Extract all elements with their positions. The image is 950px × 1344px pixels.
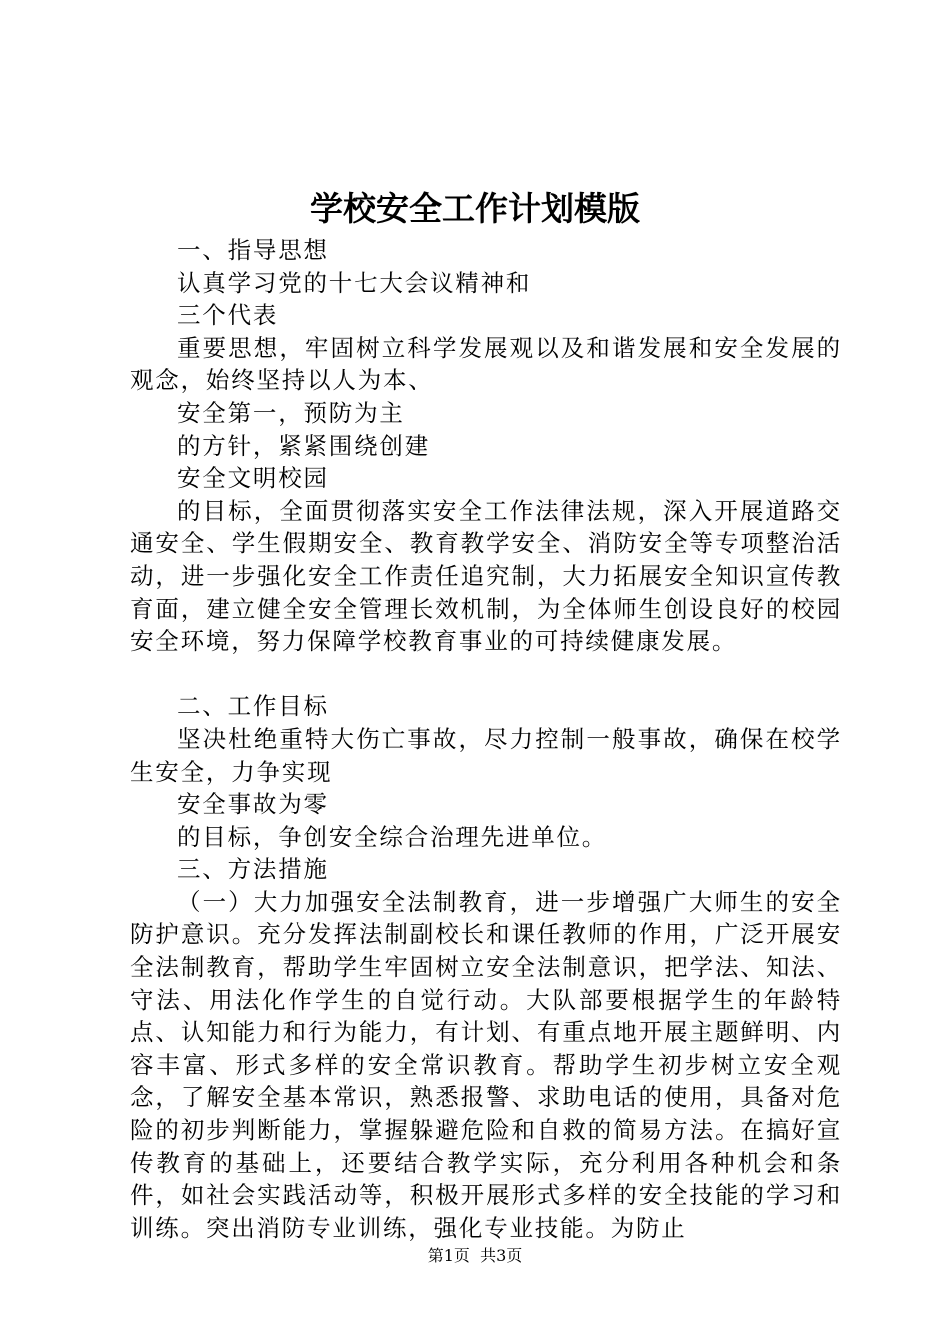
paragraph: 坚决杜绝重特大伤亡事故，尽力控制一般事故，确保在校学生安全，力争实现	[130, 724, 842, 786]
paragraph: 的目标，全面贯彻落实安全工作法律法规，深入开展道路交通安全、学生假期安全、教育教学安全、消防安全等专项整治活动，进一步强化安全工作责任追究制，大力拓展安全知识宣传教育面，建立健全安全管理长效机制，为全体师生创设良好的校园安全环境，努力保障学校教育事业的可持续健康发展。	[130, 496, 842, 656]
page-footer	[0, 1244, 950, 1268]
paragraph: 的方针，紧紧围绕创建	[177, 431, 430, 460]
paragraph: 认真学习党的十七大会议精神和	[177, 268, 532, 297]
document-body	[130, 234, 842, 1244]
heading-guiding-thought: 一、指导思想	[177, 236, 329, 264]
heading-work-goals: 二、工作目标	[177, 692, 329, 721]
heading-methods: 三、方法措施	[177, 855, 329, 884]
paragraph: 重要思想，牢固树立科学发展观以及和谐发展和安全发展的观念，始终坚持以人为本、	[130, 333, 842, 395]
paragraph-spacer	[130, 658, 842, 691]
document-title: 学校安全工作计划模版	[310, 189, 640, 228]
paragraph: 三个代表	[177, 301, 279, 330]
paragraph: （一）大力加强安全法制教育，进一步增强广大师生的安全防护意识。充分发挥法制副校长和课任教师的作用，广泛开展安全法制教育，帮助学生牢固树立安全法制意识，把学法、知法、守法、用法化作学生的自觉行动。大队部要根据学生的年龄特点、认知能力和行为能力，有计划、有重点地开展主题鲜明、内容丰富、形式多样的安全常识教育。帮助学生初步树立安全观念，了解安全基本常识，熟悉报警、求助电话的使用，具备对危险的初步判断能力，掌握躲避危险和自救的简易方法。在搞好宣传教育的基础上，还要结合教学实际，充分利用各种机会和条件，如社会实践活动等，积极开展形式多样的安全技能的学习和训练。突出消防专业训练，强化专业技能。为防止	[130, 887, 842, 1242]
paragraph: 的目标，争创安全综合治理先进单位。	[177, 822, 608, 851]
page-number: 第1页 共3页	[427, 1246, 523, 1265]
paragraph: 安全事故为零	[177, 790, 329, 819]
paragraph: 安全文明校园	[177, 464, 329, 493]
paragraph: 安全第一，预防为主	[177, 398, 405, 427]
